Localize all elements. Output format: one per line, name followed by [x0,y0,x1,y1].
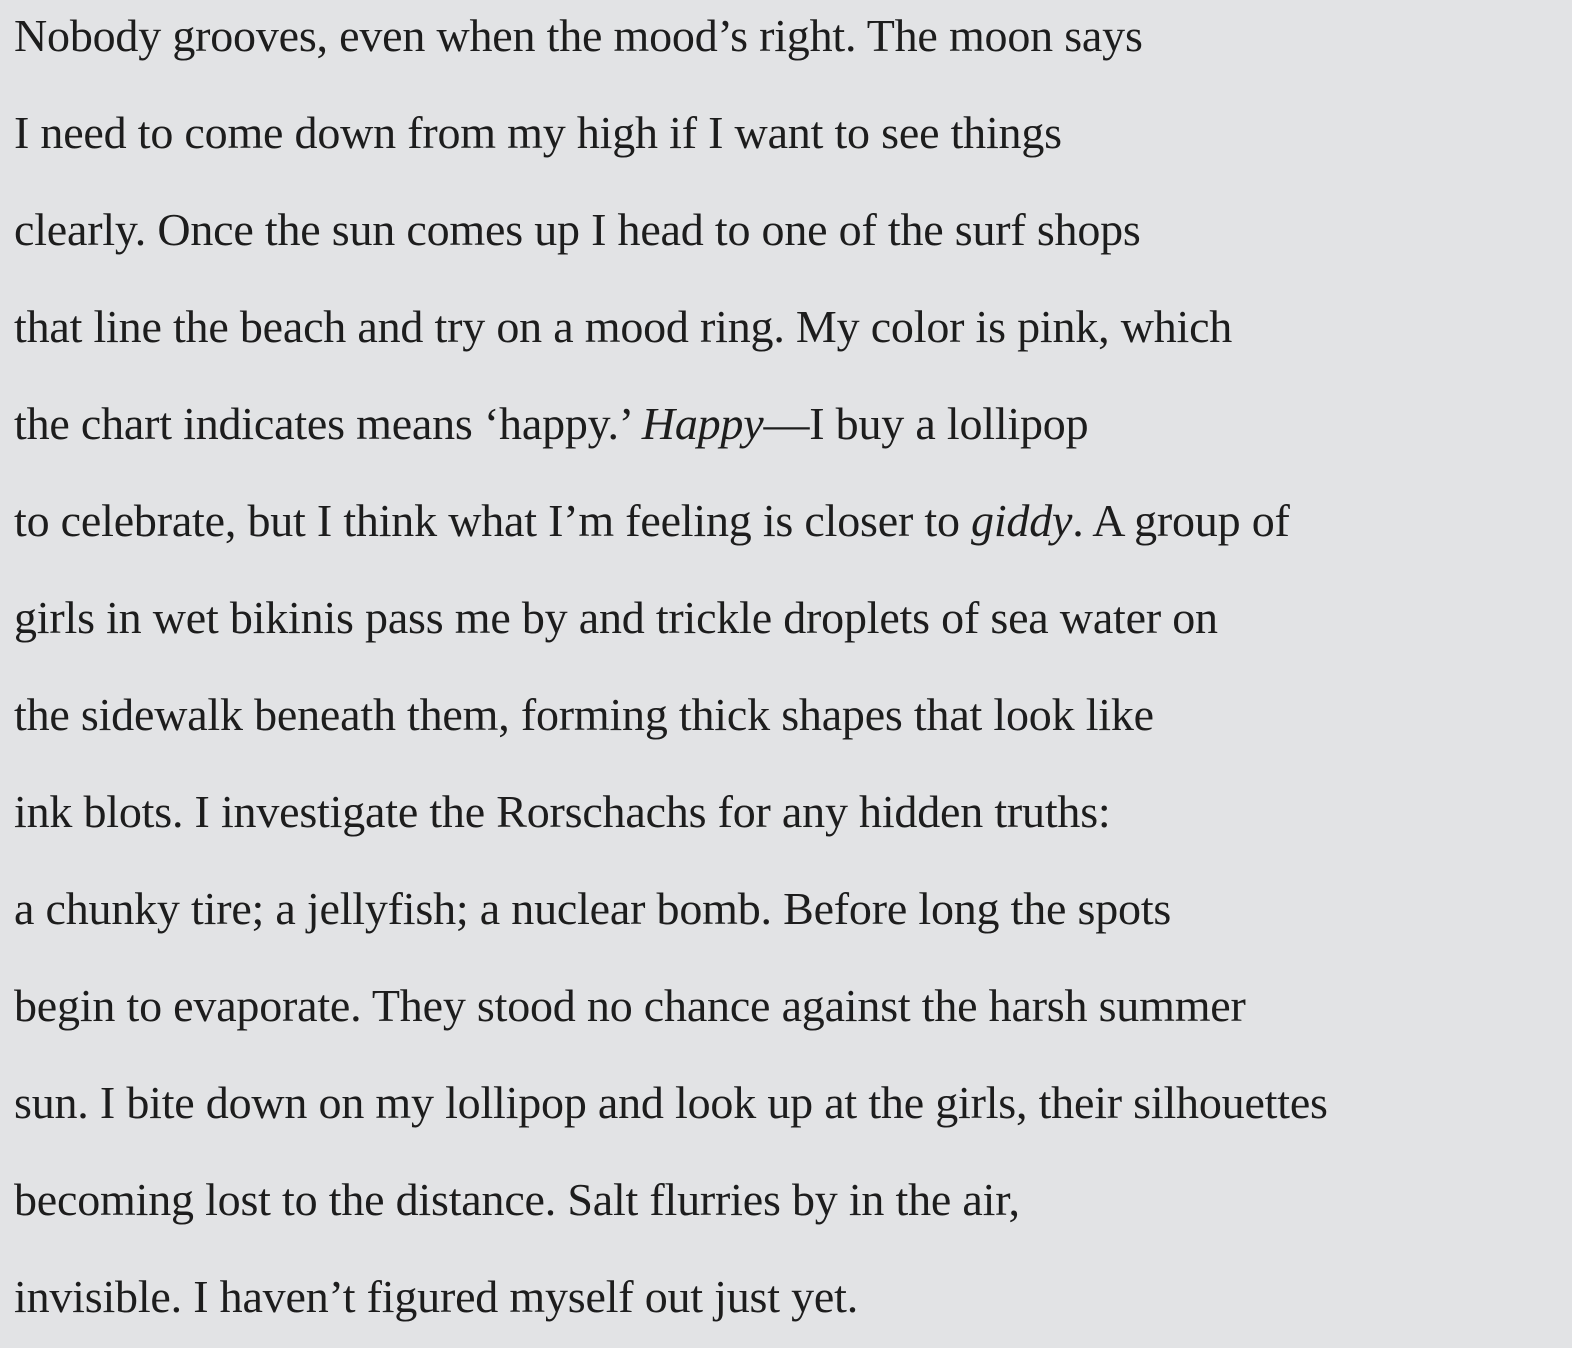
text-line [14,4,1143,68]
text-line [14,1168,1020,1232]
text-line [14,683,1154,747]
text-line [14,101,1062,165]
text-run: invisible. I haven’t figured myself out just yet. [14,1271,859,1322]
text-run: begin to evaporate. They stood no chance against the harsh summer [14,980,1246,1031]
text-run: the chart indicates means ‘happy.’ [14,398,642,449]
text-line [14,489,1290,553]
text-line [14,1071,1328,1135]
text-line [14,1265,858,1329]
text-run: girls in wet bikinis pass me by and trickle droplets of sea water on [14,592,1218,643]
text-run: that line the beach and try on a mood ring. My color is pink, which [14,301,1233,352]
text-run: the sidewalk beneath them, forming thick shapes that look like [14,689,1154,740]
prose-passage [14,0,1570,1348]
text-line [14,586,1218,650]
text-run: Nobody grooves, even when the mood’s right. The moon says [14,10,1143,61]
text-run: clearly. Once the sun comes up I head to one of the surf shops [14,204,1141,255]
text-line [14,780,1111,844]
text-line [14,295,1232,359]
text-run: ink blots. I investigate the Rorschachs for any hidden truths: [14,786,1111,837]
text-run: . A group of [1072,495,1290,546]
text-line [14,392,1088,456]
text-run: a chunky tire; a jellyfish; a nuclear bomb. Before long the spots [14,883,1172,934]
text-line [14,198,1141,262]
italic-text-run: Happy [641,398,764,449]
text-line [14,877,1171,941]
italic-text-run: giddy [971,495,1073,546]
text-run: to celebrate, but I think what I’m feeling is closer to [14,495,972,546]
text-run: I need to come down from my high if I want to see things [14,107,1062,158]
text-run: becoming lost to the distance. Salt flurries by in the air, [14,1174,1020,1225]
text-run: —I buy a lollipop [763,398,1089,449]
text-line [14,974,1246,1038]
text-run: sun. I bite down on my lollipop and look up at the girls, their silhouettes [14,1077,1328,1128]
